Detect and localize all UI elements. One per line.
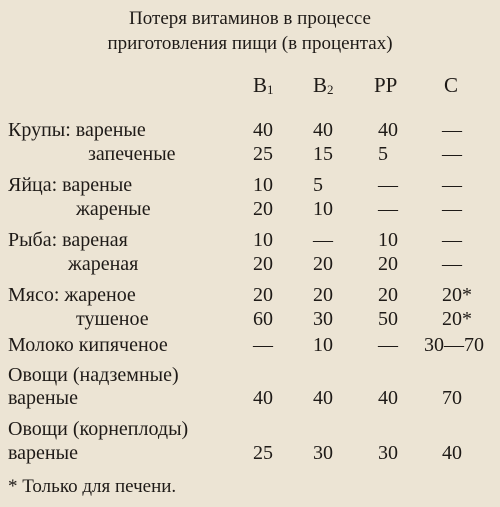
cell-pp: 20 [378, 284, 398, 306]
cell-pp: 20 [378, 253, 398, 275]
cell-b1: 20 [253, 284, 273, 306]
cell-b2: 40 [313, 119, 333, 141]
cell-b1: 10 [253, 174, 273, 196]
cell-b2: 10 [313, 198, 333, 220]
cell-pp: 10 [378, 229, 398, 251]
cell-c: 30—70 [424, 334, 484, 356]
cell-c: — [442, 253, 462, 275]
cell-c: 20* [442, 308, 472, 330]
row-label: Рыба: вареная [8, 229, 128, 251]
table-title [0, 6, 500, 56]
column-header-b2: $B_2$ [313, 73, 334, 97]
cell-c: — [442, 198, 462, 220]
footnote: * Только для печени. [8, 476, 177, 497]
cell-pp: 40 [378, 119, 398, 141]
cell-c: — [442, 229, 462, 251]
cell-b1: 60 [253, 308, 273, 330]
cell-pp: — [378, 334, 398, 356]
cell-b1: 25 [253, 442, 273, 464]
cell-b1: 40 [253, 387, 273, 409]
cell-b1: — [253, 334, 273, 356]
row-label: Овощи (надземные) [8, 364, 179, 386]
title-line-2: приготовления пищи (в процентах) [107, 33, 393, 54]
cell-b2: 40 [313, 387, 333, 409]
cell-b2: 20 [313, 284, 333, 306]
row-label: вареные [8, 387, 78, 409]
row-label: тушеное [76, 308, 149, 330]
cell-pp: — [378, 174, 398, 196]
cell-pp: 30 [378, 442, 398, 464]
cell-b1: 20 [253, 253, 273, 275]
cell-c: 20* [442, 284, 472, 306]
cell-c: — [442, 119, 462, 141]
cell-b2: 30 [313, 442, 333, 464]
column-header-b1: $B_1$ [253, 73, 274, 97]
cell-pp: 50 [378, 308, 398, 330]
cell-c: — [442, 143, 462, 165]
row-label: жареные [76, 198, 151, 220]
cell-pp: 5 [378, 143, 388, 165]
cell-c: 70 [442, 387, 462, 409]
row-label: жареная [68, 253, 139, 275]
cell-b1: 20 [253, 198, 273, 220]
cell-c: — [442, 174, 462, 196]
cell-b2: 30 [313, 308, 333, 330]
cell-b2: 10 [313, 334, 333, 356]
cell-b2: 20 [313, 253, 333, 275]
cell-b1: 40 [253, 119, 273, 141]
column-header-pp: PP [374, 73, 398, 97]
title-line-1: Потеря витаминов в процессе [129, 8, 371, 29]
cell-pp: 40 [378, 387, 398, 409]
row-label: Овощи (корнеплоды) [8, 418, 189, 440]
row-label: вареные [8, 442, 78, 464]
cell-b2: 5 [313, 174, 323, 196]
row-label: Крупы: вареные [8, 119, 146, 141]
cell-b2: — [313, 229, 333, 251]
row-label: Мясо: жареное [8, 284, 136, 306]
cell-b1: 10 [253, 229, 273, 251]
cell-b1: 25 [253, 143, 273, 165]
row-label: запеченые [88, 143, 176, 165]
cell-pp: — [378, 198, 398, 220]
row-label: Яйца: вареные [8, 174, 133, 196]
row-label: Молоко кипяченое [8, 334, 168, 356]
column-header-c: C [444, 73, 459, 97]
cell-b2: 15 [313, 143, 333, 165]
cell-c: 40 [442, 442, 462, 464]
